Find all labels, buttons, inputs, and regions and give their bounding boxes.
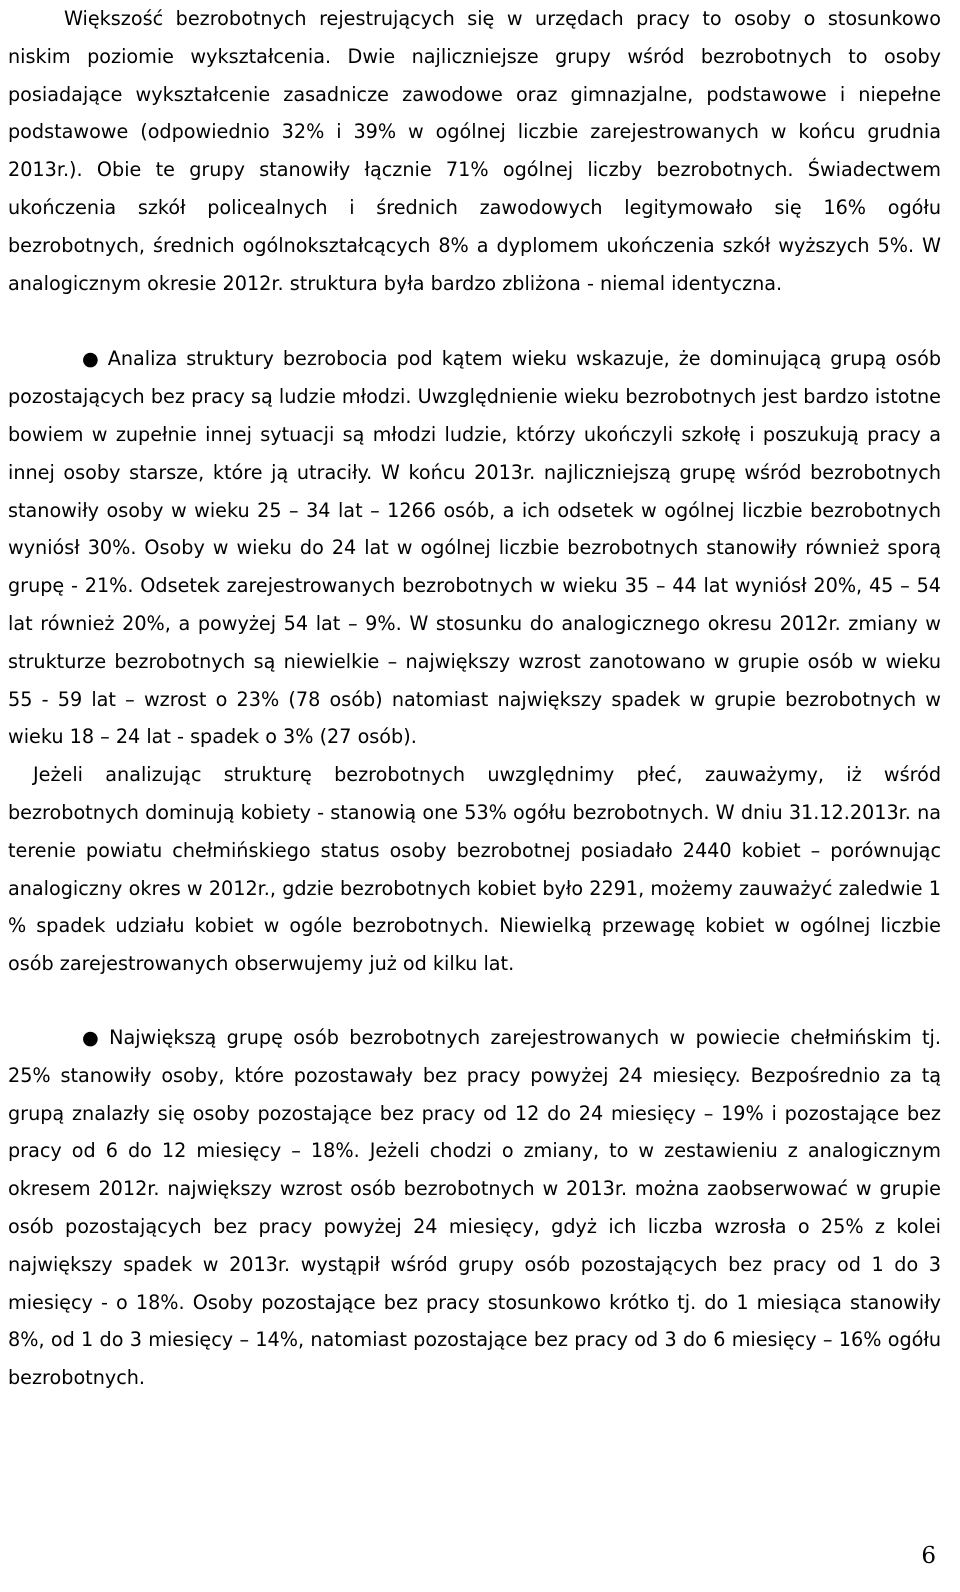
bullet-point: ● xyxy=(82,1025,99,1049)
paragraph-text: Większość bezrobotnych rejestrujących się w urzędach pracy to osoby o stosunkowo niskim poziomie wykształcenia. Dwie najliczniejsze grupy wśród bezrobotnych to osoby posiadające wykształcenie zasadnicze zawodowe oraz gimnazjalne, podstawowe i niepełne podstawowe (odpowiednio 32% i 39% w ogólnej liczbie zarejestrowanych w końcu grudnia 2013r.). Obie te grupy stanowiły łącznie 71% ogólnej liczby bezrobotnych. Świadectwem ukończenia szkół policealnych i średnich zawodowych legitymowało się 16% ogółu bezrobotnych, średnich ogólnokształcących 8% a dyplomem ukończenia szkół wyższych 5%. W analogicznym okresie 2012r. struktura była bardzo zbliżona - niemal identyczna. xyxy=(8,7,941,295)
paragraph-unemployment-duration xyxy=(8,1019,941,1397)
page-number: 6 xyxy=(921,1543,936,1569)
paragraph-age-structure xyxy=(8,340,941,756)
document-page xyxy=(8,0,941,1592)
paragraph-text: Jeżeli analizując strukturę bezrobotnych uwzględnimy płeć, zauważymy, iż wśród bezrobotnych dominują kobiety - stanowią one 53% ogółu bezrobotnych. W dniu 31.12.2013r. na terenie powiatu chełmińskiego status osoby bezrobotnej posiadało 2440 kobiet – porównując analogiczny okres w 2012r., gdzie bezrobotnych kobiet było 2291, możemy zauważyć zaledwie 1 % spadek udziału kobiet w ogóle bezrobotnych. Niewielką przewagę kobiet w ogólnej liczbie osób zarejestrowanych obserwujemy już od kilku lat. xyxy=(8,763,941,976)
paragraph-education-structure xyxy=(8,0,941,302)
paragraph-text: Największą grupę osób bezrobotnych zarejestrowanych w powiecie chełmińskim tj. 25% stanowiły osoby, które pozostawały bez pracy powyżej 24 miesięcy. Bezpośrednio za tą grupą znalazły się osoby pozostające bez pracy od 12 do 24 miesięcy – 19% i pozostające bez pracy od 6 do 12 miesięcy – 18%. Jeżeli chodzi o zmiany, to w zestawieniu z analogicznym okresem 2012r. największy wzrost osób bezrobotnych w 2013r. można zaobserwować w grupie osób pozostających bez pracy powyżej 24 miesięcy, gdyż ich liczba wzrosła o 25% z kolei największy spadek w 2013r. wystąpił wśród grupy osób pozostających bez pracy od 1 do 3 miesięcy - o 18%. Osoby pozostające bez pracy stosunkowo krótko tj. do 1 miesiąca stanowiły 8%, od 1 do 3 miesięcy – 14%, natomiast pozostające bez pracy od 3 do 6 miesięcy – 16% ogółu bezrobotnych. xyxy=(8,1025,941,1390)
paragraph-text: Analiza struktury bezrobocia pod kątem wieku wskazuje, że dominującą grupą osób pozostających bez pracy są ludzie młodzi. Uwzględnienie wieku bezrobotnych jest bardzo istotne bowiem w zupełnie innej sytuacji są młodzi ludzie, którzy ukończyli szkołę i poszukują pracy a innej osoby starsze, które ją utraciły. W końcu 2013r. najliczniejszą grupę wśród bezrobotnych stanowiły osoby w wieku 25 – 34 lat – 1266 osób, a ich odsetek w ogólnej liczbie bezrobotnych wyniósł 30%. Osoby w wieku do 24 lat w ogólnej liczbie bezrobotnych stanowiły również sporą grupę - 21%. Odsetek zarejestrowanych bezrobotnych w wieku 35 – 44 lat wyniósł 20%, 45 – 54 lat również 20%, a powyżej 54 lat – 9%. W stosunku do analogicznego okresu 2012r. zmiany w strukturze bezrobotnych są niewielkie – największy wzrost zanotowano w grupie osób w wieku 55 - 59 lat – wzrost o 23% (78 osób) natomiast największy spadek w grupie bezrobotnych w wieku 18 – 24 lat - spadek o 3% (27 osób). xyxy=(8,347,941,749)
bullet-point: ● xyxy=(82,347,99,371)
paragraph-gender-structure xyxy=(8,756,941,983)
